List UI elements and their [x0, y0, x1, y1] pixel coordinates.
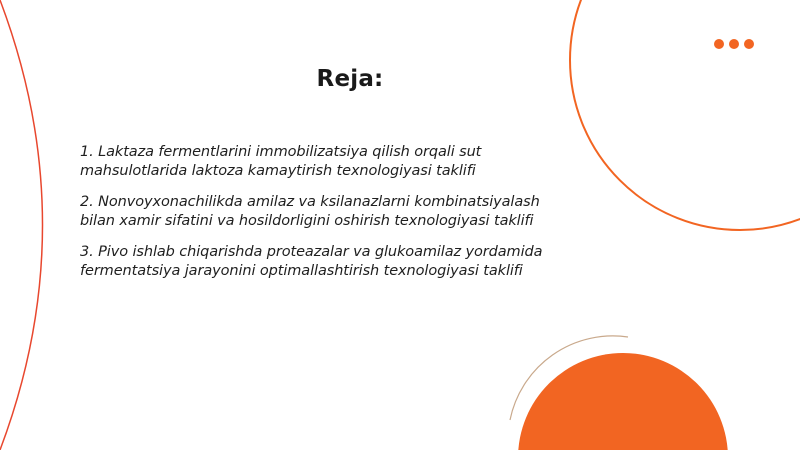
plan-list [80, 143, 580, 293]
slide-title: Reja: [316, 66, 384, 92]
plan-item-line: 1. Laktaza fermentlarini immobilizatsiya qilish orqali sut [80, 144, 482, 160]
plan-item-line: bilan xamir sifatini va hosildorligini oshirish texnologiyasi taklifi [80, 213, 534, 229]
dots-icon [714, 39, 754, 49]
top-right-circle-outline [570, 0, 800, 230]
plan-item [80, 143, 580, 181]
plan-item [80, 193, 580, 231]
bottom-filled-circle [518, 353, 728, 450]
plan-item [80, 243, 580, 281]
plan-item-line: mahsulotlarida laktoza kamaytirish texnologiyasi taklifi [80, 163, 476, 179]
dot [729, 39, 739, 49]
dot [744, 39, 754, 49]
plan-item-line: 2. Nonvoyxonachilikda amilaz va ksilanazlarni kombinatsiyalash [80, 194, 540, 210]
plan-item-line: 3. Pivo ishlab chiqarishda proteazalar va glukoamilaz yordamida [80, 244, 543, 260]
left-edge-arc [0, 0, 43, 450]
dot [714, 39, 724, 49]
plan-item-line: fermentatsiya jarayonini optimallashtirish texnologiyasi taklifi [80, 263, 523, 279]
